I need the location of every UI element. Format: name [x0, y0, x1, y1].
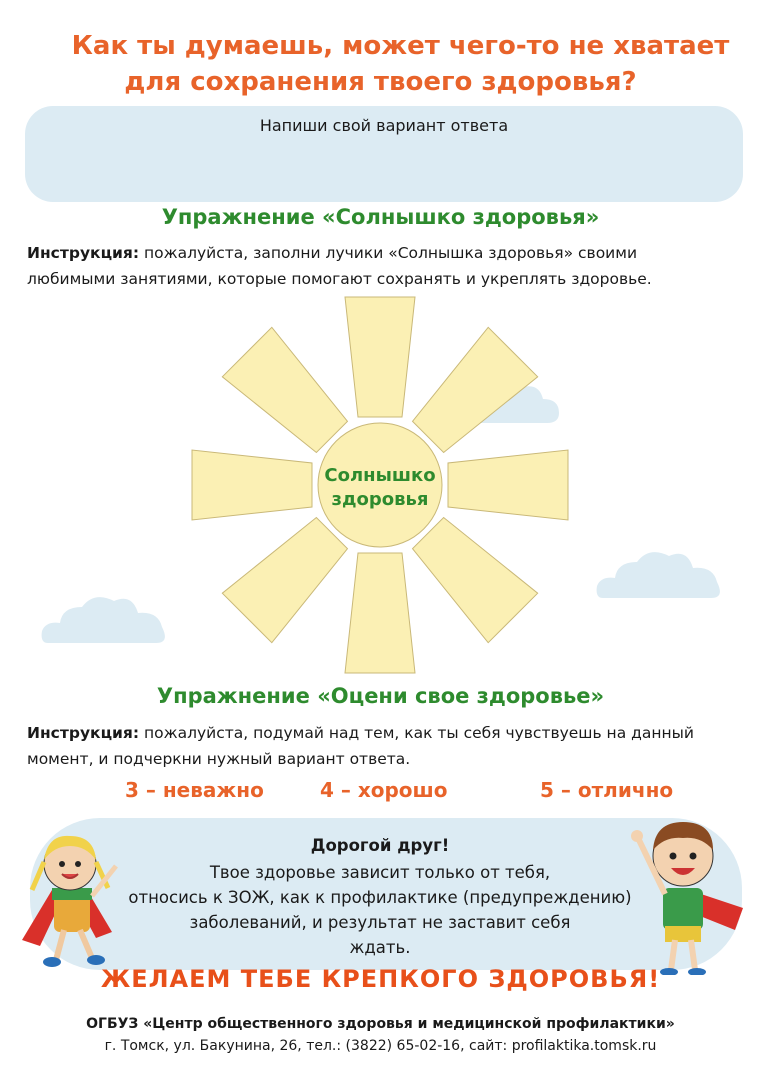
grade-option-5[interactable]: 5 – отлично — [540, 778, 674, 802]
message-line-2: относись к ЗОЖ, как к профилактике (предупреждению) — [128, 888, 632, 907]
message-line-3: заболеваний, и результат не заставит себя ждать. — [189, 913, 571, 957]
exercise-1-title: Упражнение «Солнышко здоровья» — [161, 205, 600, 229]
sun-ray[interactable] — [448, 450, 568, 520]
exercise-2-title: Упражнение «Оцени свое здоровье» — [156, 684, 605, 708]
footer-org: ОГБУЗ «Центр общественного здоровья и медицинской профилактики» — [86, 1016, 675, 1032]
grade-option-4[interactable]: 4 – хорошо — [320, 778, 448, 802]
sun-label-line-2: здоровья — [331, 489, 429, 510]
page-title-line-2: для сохранения твоего здоровья? — [124, 67, 637, 97]
sun-diagram — [180, 285, 580, 685]
cloud-icon — [595, 540, 730, 600]
page-title-line-1: Как ты думаешь, может чего-то не хватает — [71, 31, 730, 61]
sun-ray[interactable] — [345, 553, 415, 673]
instruction-text-1: пожалуйста, подумай над тем, как ты себя чувствуешь на данный — [144, 724, 694, 742]
cloud-icon — [40, 585, 175, 645]
message-line-1: Твое здоровье зависит только от тебя, — [209, 863, 551, 882]
instruction-label: Инструкция: — [27, 244, 140, 262]
message-greeting: Дорогой друг! — [310, 836, 450, 855]
instruction-label: Инструкция: — [27, 724, 140, 742]
grade-option-3[interactable]: 3 – неважно — [125, 778, 264, 802]
footer-address: г. Томск, ул. Бакунина, 26, тел.: (3822) 65-02-16, сайт: profilaktika.tomsk.ru — [104, 1038, 657, 1054]
instruction-text-2: любимыми занятиями, которые помогают сохранять и укреплять здоровье. — [27, 270, 652, 288]
wish-banner: ЖЕЛАЕМ ТЕБЕ КРЕПКОГО ЗДОРОВЬЯ! — [100, 965, 661, 993]
sun-label-line-1: Солнышко — [324, 465, 436, 486]
instruction-text-2: момент, и подчеркни нужный вариант ответа. — [27, 750, 411, 768]
exercise-2-instruction — [27, 720, 735, 772]
answer-label: Напиши свой вариант ответа — [259, 116, 509, 135]
instruction-text-1: пожалуйста, заполни лучики «Солнышка здоровья» своими — [144, 244, 638, 262]
sun-ray[interactable] — [192, 450, 312, 520]
sun-ray[interactable] — [345, 297, 415, 417]
